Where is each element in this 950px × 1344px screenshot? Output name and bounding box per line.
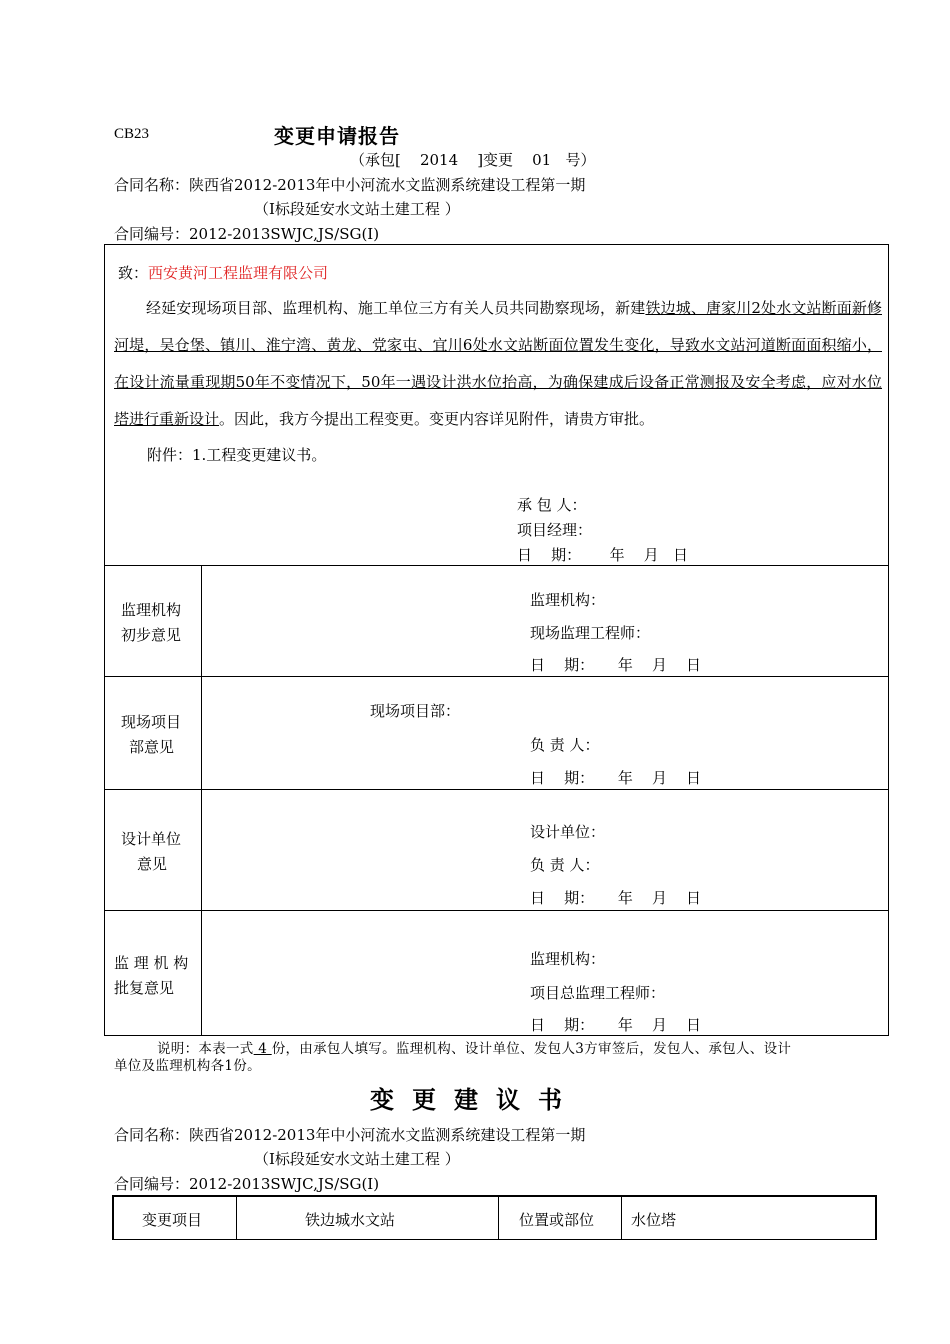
label-column-divider <box>201 565 202 1035</box>
proposal-table-left-border <box>112 1195 114 1240</box>
contract-number <box>114 223 379 244</box>
responsible-person-label: 负 责 人： <box>530 736 600 754</box>
table-left-border <box>104 244 105 1036</box>
contractor-label: 承 包 人： <box>517 496 587 514</box>
row-label-line1: 设计单位 <box>121 830 182 848</box>
contract-no-value: 2012-2013SWJC,JS/SG(I) <box>189 225 380 243</box>
proposal-table-divider <box>621 1195 622 1240</box>
body-change-reason: 铁边城、唐家川2处水文站断面新修河堤，吴仓堡、镇川、淮宁湾、黄龙、党家屯、宜川6处水文站断面位置发生变化，导致水文站河道断面面积缩小，在设计流量重现期50年不变情况下，50年一遇设计洪水位抬高，为确保建成后设备正常测报及安全考虑，应对水位塔进行重新设计 <box>114 299 882 428</box>
form-code: CB23 <box>114 126 150 142</box>
note-copies: 4 <box>253 1041 272 1057</box>
proposal-contract-number <box>114 1173 379 1194</box>
project-manager-label: 项目经理： <box>517 521 593 539</box>
proposal-table-divider <box>236 1195 237 1240</box>
subtitle-suffix: 号） <box>565 151 596 169</box>
subtitle-prefix: （承包[ <box>350 151 401 169</box>
contract-name-label: 合同名称： <box>114 1126 190 1144</box>
addressee <box>118 262 328 283</box>
row-divider <box>104 910 889 911</box>
responsible-person-label: 负 责 人： <box>530 856 600 874</box>
table-top-border <box>104 244 889 245</box>
note-line2: 单位及监理机构各1份。 <box>114 1058 261 1074</box>
body-intro: 经延安现场项目部、监理机构、施工单位三方有关人员共同勘察现场，新建 <box>146 299 646 317</box>
contract-name-label: 合同名称： <box>114 176 190 194</box>
proposal-title: 变更建议书 <box>370 1085 580 1114</box>
change-item-value: 铁边城水文站 <box>305 1211 396 1229</box>
row-label-line1: 现场项目 <box>121 713 182 731</box>
proposal-table-top-border <box>112 1195 877 1197</box>
date-line: 日 期： 年 月 日 <box>530 1016 702 1034</box>
table-bottom-border <box>104 1035 889 1036</box>
body-conclusion: 。因此，我方今提出工程变更。变更内容详见附件，请贵方审批。 <box>219 410 655 428</box>
design-unit-label: 设计单位： <box>530 823 606 841</box>
location-label: 位置或部位 <box>519 1211 595 1229</box>
subtitle-middle: ]变更 <box>477 151 514 169</box>
row-divider <box>104 565 889 566</box>
contract-section: （I标段延安水文站土建工程 ） <box>254 200 460 218</box>
report-title: 变更申请报告 <box>274 124 400 148</box>
row-label-line1: 监理机构 <box>121 601 182 619</box>
proposal-contract-name <box>114 1124 585 1145</box>
subtitle-number: 01 <box>532 151 552 169</box>
proposal-table-right-border <box>875 1195 877 1240</box>
supervisor-org-label: 监理机构： <box>530 950 606 968</box>
contract-name-value: 陕西省2012-2013年中小河流水文监测系统建设工程第一期 <box>189 1126 586 1144</box>
supervisor-org-label: 监理机构： <box>530 591 606 609</box>
site-project-dept-label: 现场项目部： <box>370 702 461 720</box>
subtitle-year: 2014 <box>419 151 459 169</box>
note-prefix: 说明：本表一式 <box>157 1041 254 1057</box>
contract-no-label: 合同编号： <box>114 225 190 243</box>
proposal-contract-section: （I标段延安水文站土建工程 ） <box>254 1150 460 1168</box>
location-value: 水位塔 <box>631 1211 677 1229</box>
attachment-line: 附件：1.工程变更建议书。 <box>147 446 327 464</box>
note-rest: 份，由承包人填写。监理机构、设计单位、发包人3方审签后，发包人、承包人、设计 <box>271 1041 792 1057</box>
request-body <box>114 290 882 438</box>
row-divider <box>104 676 889 677</box>
contract-no-label: 合同编号： <box>114 1175 190 1193</box>
row-label-line2: 意见 <box>137 855 168 873</box>
row-label-line2: 部意见 <box>129 738 175 756</box>
change-item-label: 变更项目 <box>142 1211 203 1229</box>
row-divider <box>104 789 889 790</box>
addressee-label: 致： <box>118 264 149 282</box>
addressee-org: 西安黄河工程监理有限公司 <box>148 264 329 282</box>
proposal-table-divider <box>498 1195 499 1240</box>
date-line: 日 期： 年 月 日 <box>530 769 702 787</box>
proposal-table-bottom-border <box>112 1239 877 1240</box>
row-label-line2: 批复意见 <box>114 979 175 997</box>
table-right-border <box>888 244 889 1036</box>
chief-supervisor-label: 项目总监理工程师： <box>530 984 666 1002</box>
date-line: 日 期： 年 月 日 <box>530 656 702 674</box>
contract-no-value: 2012-2013SWJC,JS/SG(I) <box>189 1175 380 1193</box>
row-label-line2: 初步意见 <box>121 626 182 644</box>
contract-name-value: 陕西省2012-2013年中小河流水文监测系统建设工程第一期 <box>189 176 586 194</box>
contract-name <box>114 174 585 195</box>
report-subtitle <box>350 149 596 170</box>
row-label-line1: 监 理 机 构 <box>114 954 189 972</box>
date-line: 日 期： 年 月 日 <box>530 889 702 907</box>
site-supervisor-label: 现场监理工程师： <box>530 624 651 642</box>
date-line: 日 期： 年 月 日 <box>517 546 689 564</box>
